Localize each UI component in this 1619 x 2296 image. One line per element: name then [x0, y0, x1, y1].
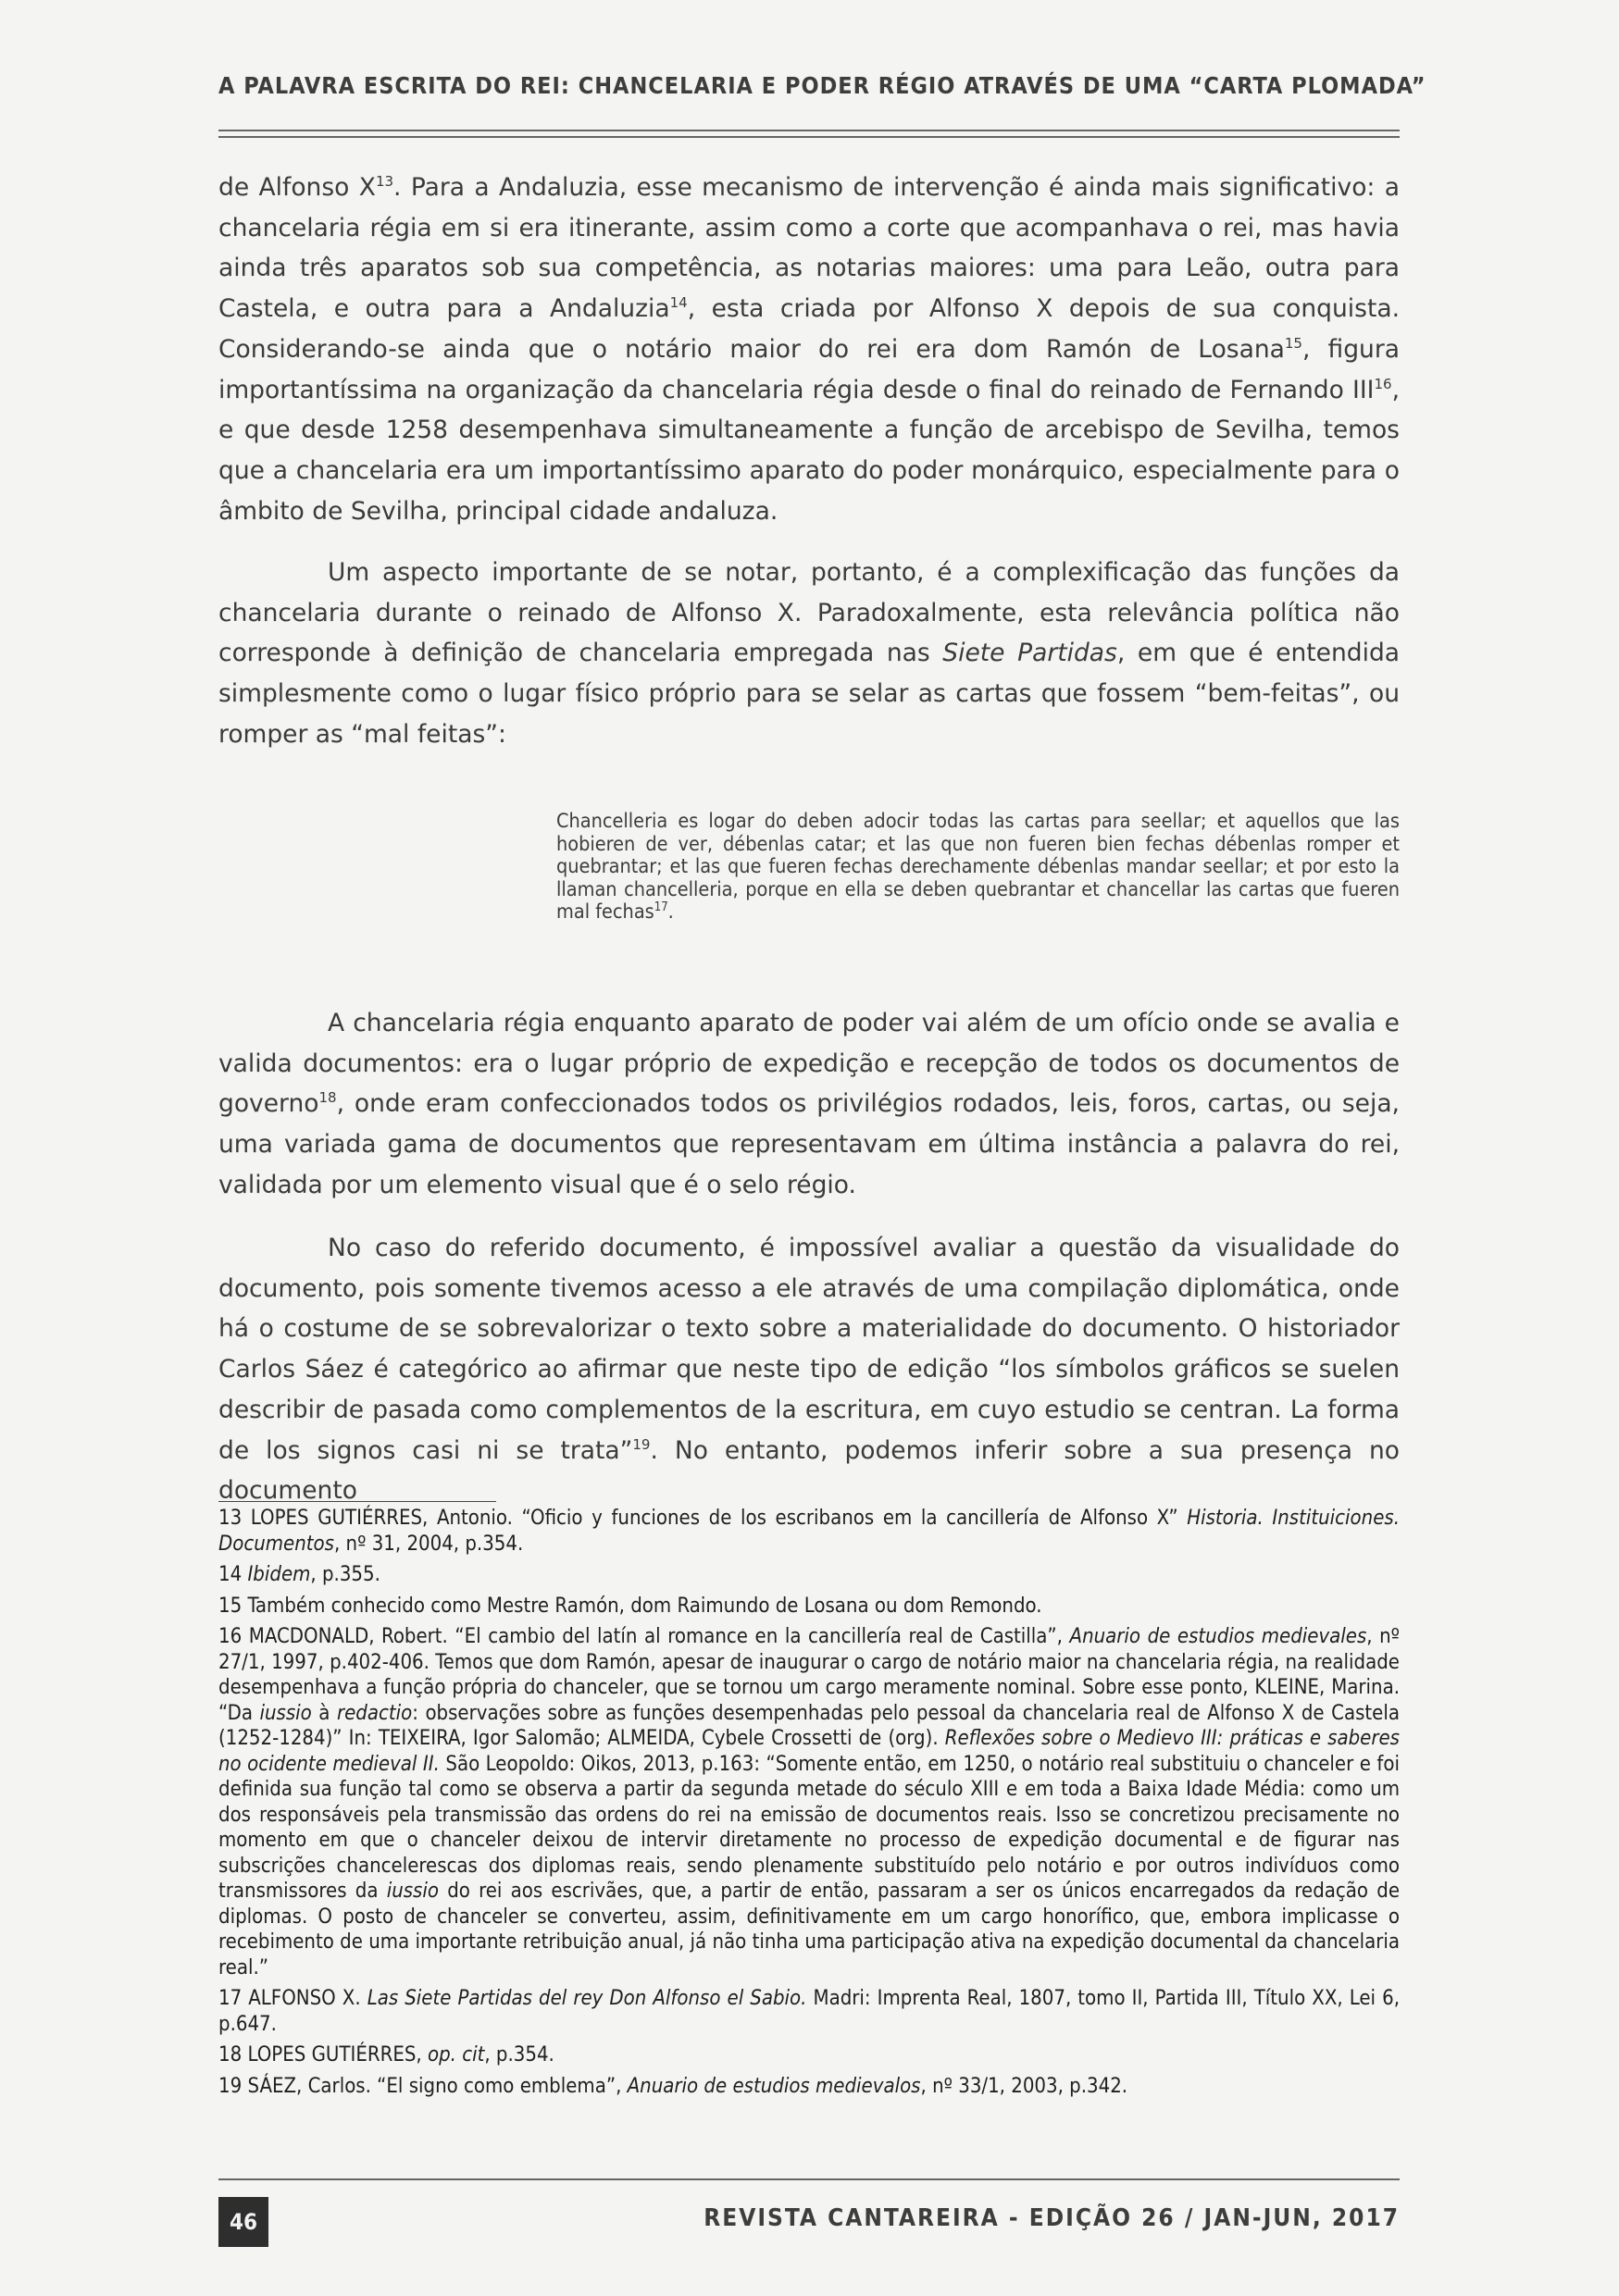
footnote-16: 16 MACDONALD, Robert. “El cambio del latín al romance en la cancillería real de Castilla”, Anuario de estudios medievales, nº 27/1, 1997, p.402-406. Temos que dom Ramón, apesar de inaugurar o cargo de notário maior na chancelaria régia, na realidade desempenhava a função própria do chanceler, que se tornou um cargo meramente nominal. Sobre esse ponto, KLEINE, Marina. “Da iussio à redactio: observações sobre as funções desempenhadas pelo pessoal da chancelaria real de Alfonso X de Castela (1252-1284)” In: TEIXEIRA, Igor Salomão; ALMEIDA, Cybele Crossetti de (org). Reflexões sobre o Medievo III: práticas e saberes no ocidente medieval II. São Leopoldo: Oikos, 2013, p.163: “Somente então, em 1250, o notário real substituiu o chanceler e foi definida sua função tal como se observa a partir da segunda metade do século XIII e em toda a Baixa Idade Média: como um dos responsáveis pela transmissão das ordens do rei na emissão de documentos reais. Isso se concretizou precisamente no momento em que o chanceler deixou de intervir diretamente no processo de expedição documental e de figurar nas subscrições chancelerescas dos diplomas reais, sendo plenamente substituído pelo notário e por outros indivíduos como transmissores da iussio do rei aos escrivães, que, a partir de então, passaram a ser os únicos encarregados da redação de diplomas. O posto de chanceler se converteu, assim, definitivamente em um cargo honorífico, que, embora implicasse o recebimento de uma importante retribuição anual, já não tinha uma participação ativa na expedição documental da chancelaria real.”: [218, 1625, 1400, 1980]
footnote-18: 18 LOPES GUTIÉRRES, op. cit, p.354.: [218, 2043, 554, 2066]
header-rule-bottom: [218, 136, 1400, 138]
footer-rule: [218, 2178, 1400, 2180]
footnote-13: 13 LOPES GUTIÉRRES, Antonio. “Oficio y funciones de los escribanos em la cancillería de Alfonso X” Historia. Instituiciones. Documentos, nº 31, 2004, p.354.: [218, 1507, 1400, 1556]
footnote-ref-13[interactable]: 13: [375, 173, 394, 191]
footnote-ref-15[interactable]: 15: [1284, 334, 1302, 352]
paragraph-2: Um aspecto importante de se notar, portanto, é a complexificação das funções da chancelaria durante o reinado de Alfonso X. Paradoxalmente, esta relevância política não corresponde à definição de chancelaria empregada nas Siete Partidas, em que é entendida simplesmente como o lugar físico próprio para se selar as cartas que fossem “bem-feitas”, ou romper as “mal feitas”:: [218, 558, 1401, 749]
block-quote: Chancelleria es logar do deben adocir todas las cartas para seellar; et aquellos que las hobieren de ver, débenlas catar; et las que non fueren bien fechas débenlas romper et quebrantar; et las que fueren fechas derechamente débenlas mandar seellar; et por esto la llaman chancelleria, porque en ella se deben quebrantar et chancellar las cartas que fueren mal fechas$^{17}$.: [556, 810, 1400, 924]
paragraph-4: No caso do referido documento, é impossível avaliar a questão da visualidade do documento, pois somente tivemos acesso a ele através de uma compilação diplomática, onde há o costume de se sobrevalorizar o texto sobre a materialidade do documento. O historiador Carlos Sáez é categórico ao afirmar que neste tipo de edição “los símbolos gráficos se suelen describir de pasada como complementos de la escritura, em cuyo estudio se centran. La forma de los signos casi ni se trata”$^{19}$. No entanto, podemos inferir sobre a sua presença no documento: [218, 1234, 1400, 1506]
footnote-15: 15 Também conhecido como Mestre Ramón, dom Raimundo de Losana ou dom Remondo.: [218, 1594, 1042, 1618]
footnotes: [218, 1506, 1400, 2104]
header-rule-top: [218, 130, 1400, 131]
footnote-ref-16[interactable]: 16: [1374, 375, 1392, 392]
footnote-19: 19 SÁEZ, Carlos. “El signo como emblema”, Anuario de estudios medievalos, nº 33/1, 2003, p.342.: [218, 2074, 1128, 2098]
footnote-separator: [218, 1501, 496, 1502]
footnote-ref-14[interactable]: 14: [669, 294, 688, 312]
running-head: A PALAVRA ESCRITA DO REI: CHANCELARIA E PODER RÉGIO ATRAVÉS DE UMA “CARTA PLOMADA”: [218, 72, 1426, 99]
paragraph-1: de Alfonso X$^{13}$. Para a Andaluzia, esse mecanismo de intervenção é ainda mais significativo: a chancelaria régia em si era itinerante, assim como a corte que acompanhava o rei, mas havia ainda três aparatos sob sua competência, as notarias maiores: uma para Leão, outra para Castela, e outra para a Andaluzia$^{14}$, esta criada por Alfonso X depois de sua conquista. Considerando-se ainda que o notário maior do rei era dom Ramón de Losana$^{15}$, figura importantíssima na organização da chancelaria régia desde o final do reinado de Fernando III$^{16}$, e que desde 1258 desempenhava simultaneamente a função de arcebispo de Sevilha, temos que a chancelaria era um importantíssimo aparato do poder monárquico, especialmente para o âmbito de Sevilha, principal cidade andaluza.: [218, 173, 1401, 526]
footnote-17: 17 ALFONSO X. Las Siete Partidas del rey Don Alfonso el Sabio. Madri: Imprenta Real, 1807, tomo II, Partida III, Título XX, Lei 6, p.647.: [218, 1987, 1400, 2036]
paragraph-3: A chancelaria régia enquanto aparato de poder vai além de um ofício onde se avalia e valida documentos: era o lugar próprio de expedição e recepção de todos os documentos de governo$^{18}$, onde eram confeccionados todos os privilégios rodados, leis, foros, cartas, ou seja, uma variada gama de documentos que representavam em última instância a palavra do rei, validada por um elemento visual que é o selo régio.: [218, 1009, 1400, 1199]
page-number: 46: [218, 2197, 268, 2247]
footnote-14: 14 Ibidem, p.355.: [218, 1563, 380, 1586]
footnote-ref-18[interactable]: 18: [318, 1089, 337, 1107]
work-title-siete-partidas: Siete Partidas: [942, 639, 1117, 668]
footnote-ref-19[interactable]: 19: [632, 1435, 651, 1453]
journal-title: REVISTA CANTAREIRA - EDIÇÃO 26 / JAN-JUN, 2017: [704, 2204, 1400, 2232]
footnote-ref-17[interactable]: 17: [654, 900, 668, 914]
